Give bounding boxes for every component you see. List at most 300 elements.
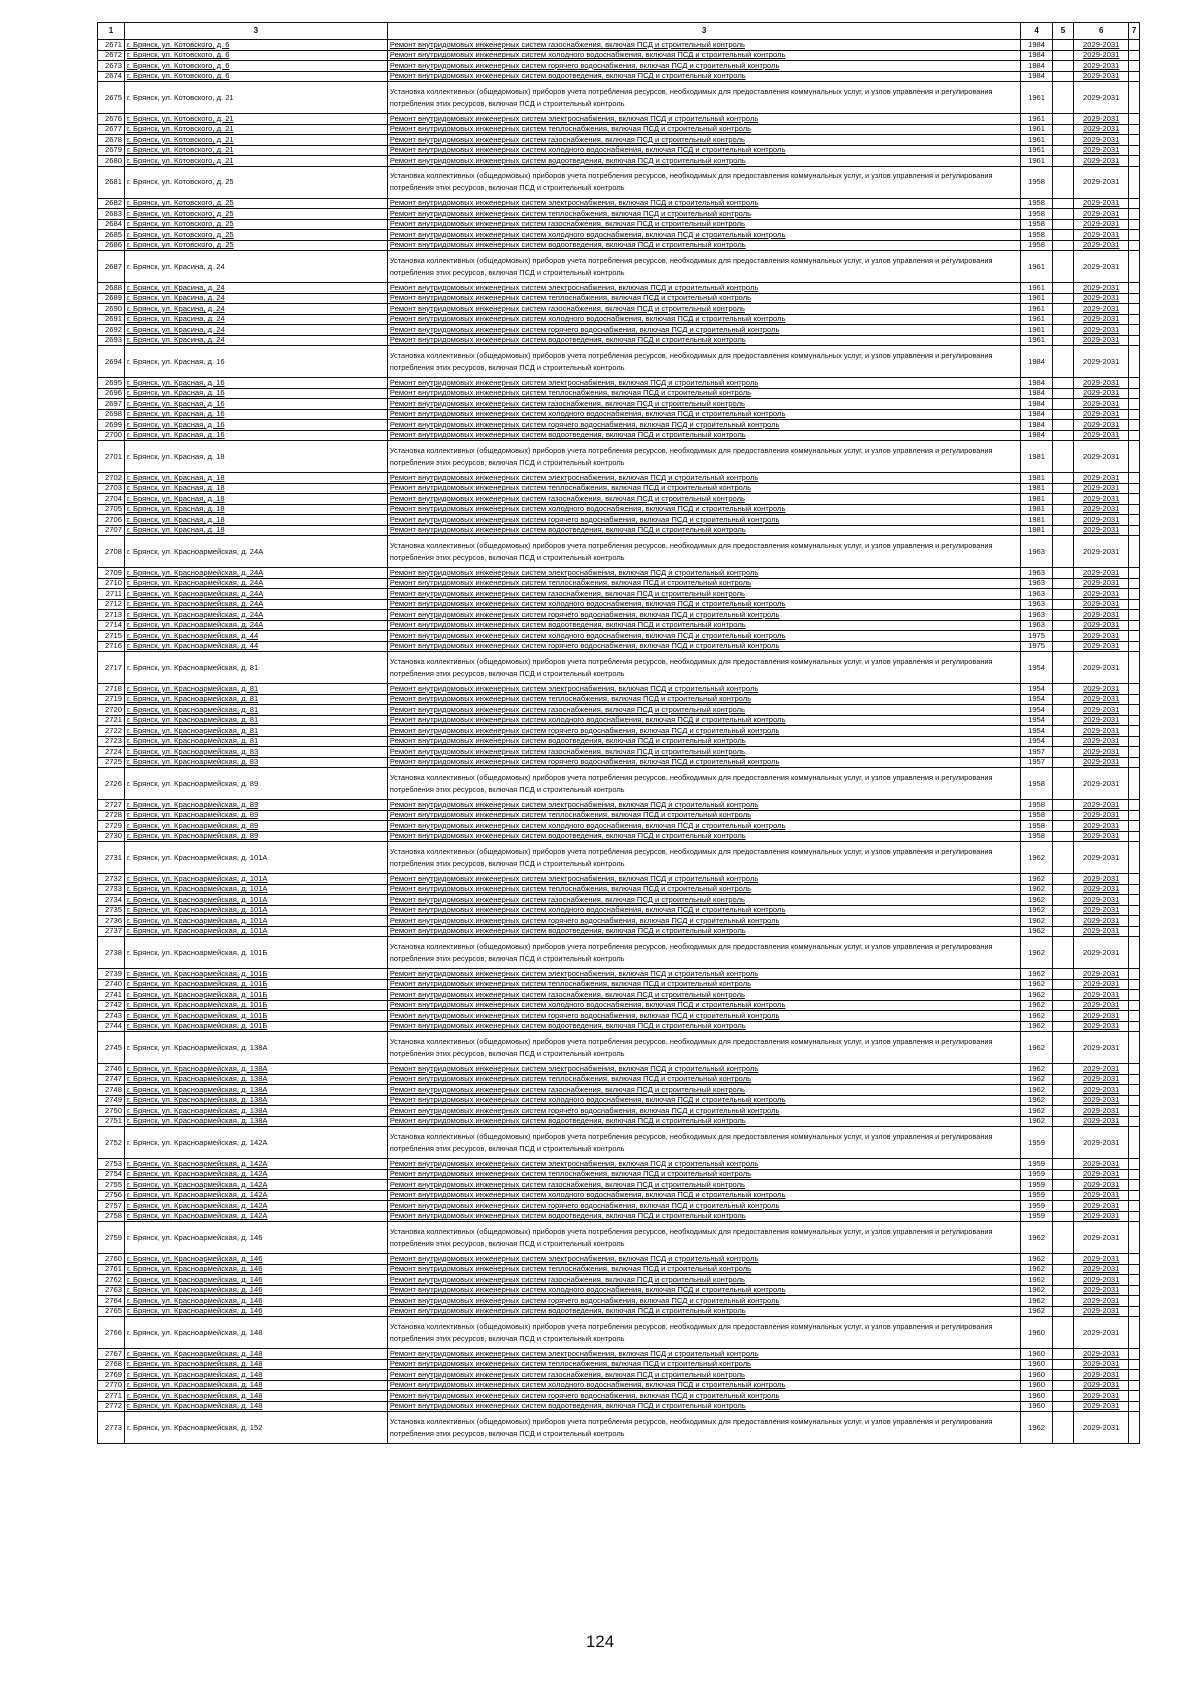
work-type-cell: Ремонт внутридомовых инженерных систем теплоснабжения, включая ПСД и строительный контроль [387, 124, 1021, 135]
col7-cell [1129, 1254, 1140, 1265]
row-number: 2741 [98, 990, 125, 1001]
header-col-year: 4 [1021, 23, 1052, 40]
period-cell: 2029-2031 [1074, 1064, 1129, 1075]
col7-cell [1129, 874, 1140, 885]
row-number: 2687 [98, 251, 125, 283]
work-type-cell: Ремонт внутридомовых инженерных систем водоотведения, включая ПСД и строительный контроль [387, 240, 1021, 251]
period-cell: 2029-2031 [1074, 1391, 1129, 1402]
col5-cell [1052, 726, 1074, 737]
work-type-cell: Ремонт внутридомовых инженерных систем холодного водоснабжения, включая ПСД и строительный контроль [387, 631, 1021, 642]
row-number: 2764 [98, 1296, 125, 1307]
work-type-cell: Установка коллективных (общедомовых) приборов учета потребления ресурсов, необходимых для предоставления коммунальных услуг, и узлов управления и регулирования потребления этих ресурсов, включая ПСД и строительный контроль [387, 346, 1021, 378]
build-year-cell: 1962 [1021, 1306, 1052, 1317]
build-year-cell: 1959 [1021, 1201, 1052, 1212]
table-row [98, 1180, 1140, 1191]
col5-cell [1052, 166, 1074, 198]
address-cell: г. Брянск, ул. Котовского, д. 6 [124, 61, 387, 72]
period-cell: 2029-2031 [1074, 1306, 1129, 1317]
address-cell: г. Брянск, ул. Красноармейская, д. 101Б [124, 969, 387, 980]
table-row [98, 441, 1140, 473]
table-row [98, 1159, 1140, 1170]
build-year-cell: 1962 [1021, 884, 1052, 895]
col7-cell [1129, 1370, 1140, 1381]
row-number: 2693 [98, 335, 125, 346]
col5-cell [1052, 705, 1074, 716]
address-cell: г. Брянск, ул. Красноармейская, д. 142А [124, 1201, 387, 1212]
table-row [98, 430, 1140, 441]
col7-cell [1129, 504, 1140, 515]
build-year-cell: 1958 [1021, 219, 1052, 230]
row-number: 2728 [98, 810, 125, 821]
address-cell: г. Брянск, ул. Красная, д. 16 [124, 346, 387, 378]
row-number: 2730 [98, 831, 125, 842]
period-cell: 2029-2031 [1074, 504, 1129, 515]
build-year-cell: 1963 [1021, 599, 1052, 610]
col7-cell [1129, 304, 1140, 315]
period-cell: 2029-2031 [1074, 757, 1129, 768]
row-number: 2700 [98, 430, 125, 441]
work-type-cell: Ремонт внутридомовых инженерных систем холодного водоснабжения, включая ПСД и строительный контроль [387, 504, 1021, 515]
period-cell: 2029-2031 [1074, 399, 1129, 410]
col7-cell [1129, 483, 1140, 494]
build-year-cell: 1962 [1021, 916, 1052, 927]
col5-cell [1052, 1116, 1074, 1127]
col5-cell [1052, 494, 1074, 505]
work-type-cell: Ремонт внутридомовых инженерных систем электроснабжения, включая ПСД и строительный контроль [387, 1064, 1021, 1075]
period-cell: 2029-2031 [1074, 50, 1129, 61]
col7-cell [1129, 937, 1140, 969]
build-year-cell: 1981 [1021, 441, 1052, 473]
address-cell: г. Брянск, ул. Красноармейская, д. 142А [124, 1127, 387, 1159]
address-cell: г. Брянск, ул. Котовского, д. 25 [124, 240, 387, 251]
col7-cell [1129, 1306, 1140, 1317]
row-number: 2732 [98, 874, 125, 885]
table-row [98, 283, 1140, 294]
table-row [98, 325, 1140, 336]
build-year-cell: 1954 [1021, 726, 1052, 737]
table-row [98, 1349, 1140, 1360]
build-year-cell: 1963 [1021, 568, 1052, 579]
col5-cell [1052, 1412, 1074, 1444]
period-cell: 2029-2031 [1074, 589, 1129, 600]
col5-cell [1052, 135, 1074, 146]
col5-cell [1052, 325, 1074, 336]
build-year-cell: 1954 [1021, 715, 1052, 726]
col5-cell [1052, 1180, 1074, 1191]
header-col-1: 1 [98, 23, 125, 40]
work-type-cell: Ремонт внутридомовых инженерных систем газоснабжения, включая ПСД и строительный контроль [387, 399, 1021, 410]
row-number: 2713 [98, 610, 125, 621]
row-number: 2692 [98, 325, 125, 336]
period-cell: 2029-2031 [1074, 293, 1129, 304]
col5-cell [1052, 430, 1074, 441]
address-cell: г. Брянск, ул. Красноармейская, д. 146 [124, 1222, 387, 1254]
table-row [98, 1106, 1140, 1117]
period-cell: 2029-2031 [1074, 1412, 1129, 1444]
address-cell: г. Брянск, ул. Красноармейская, д. 101Б [124, 979, 387, 990]
row-number: 2756 [98, 1190, 125, 1201]
period-cell: 2029-2031 [1074, 1275, 1129, 1286]
table-row [98, 842, 1140, 874]
address-cell: г. Брянск, ул. Красноармейская, д. 101А [124, 874, 387, 885]
period-cell: 2029-2031 [1074, 1127, 1129, 1159]
col5-cell [1052, 1032, 1074, 1064]
build-year-cell: 1961 [1021, 304, 1052, 315]
col7-cell [1129, 694, 1140, 705]
address-cell: г. Брянск, ул. Котовского, д. 25 [124, 166, 387, 198]
col7-cell [1129, 1000, 1140, 1011]
header-row [98, 23, 1140, 40]
build-year-cell: 1961 [1021, 114, 1052, 125]
period-cell: 2029-2031 [1074, 145, 1129, 156]
address-cell: г. Брянск, ул. Красноармейская, д. 101А [124, 926, 387, 937]
address-cell: г. Брянск, ул. Красина, д. 24 [124, 283, 387, 294]
table-row [98, 979, 1140, 990]
col5-cell [1052, 1095, 1074, 1106]
build-year-cell: 1962 [1021, 905, 1052, 916]
period-cell: 2029-2031 [1074, 240, 1129, 251]
address-cell: г. Брянск, ул. Красноармейская, д. 44 [124, 631, 387, 642]
col7-cell [1129, 1116, 1140, 1127]
work-type-cell: Ремонт внутридомовых инженерных систем холодного водоснабжения, включая ПСД и строительный контроль [387, 821, 1021, 832]
address-cell: г. Брянск, ул. Красина, д. 24 [124, 251, 387, 283]
header-col-address: 3 [124, 23, 387, 40]
row-number: 2674 [98, 71, 125, 82]
address-cell: г. Брянск, ул. Красноармейская, д. 101А [124, 842, 387, 874]
period-cell: 2029-2031 [1074, 441, 1129, 473]
period-cell: 2029-2031 [1074, 135, 1129, 146]
col7-cell [1129, 325, 1140, 336]
build-year-cell: 1962 [1021, 1296, 1052, 1307]
address-cell: г. Брянск, ул. Красноармейская, д. 142А [124, 1180, 387, 1191]
work-type-cell: Установка коллективных (общедомовых) приборов учета потребления ресурсов, необходимых для предоставления коммунальных услуг, и узлов управления и регулирования потребления этих ресурсов, включая ПСД и строительный контроль [387, 441, 1021, 473]
work-type-cell: Ремонт внутридомовых инженерных систем горячего водоснабжения, включая ПСД и строительный контроль [387, 641, 1021, 652]
header-col-5: 5 [1052, 23, 1074, 40]
period-cell: 2029-2031 [1074, 1285, 1129, 1296]
period-cell: 2029-2031 [1074, 166, 1129, 198]
work-type-cell: Ремонт внутридомовых инженерных систем горячего водоснабжения, включая ПСД и строительный контроль [387, 726, 1021, 737]
col7-cell [1129, 430, 1140, 441]
table-row [98, 293, 1140, 304]
period-cell: 2029-2031 [1074, 114, 1129, 125]
row-number: 2682 [98, 198, 125, 209]
period-cell: 2029-2031 [1074, 969, 1129, 980]
col5-cell [1052, 1264, 1074, 1275]
col7-cell [1129, 346, 1140, 378]
address-cell: г. Брянск, ул. Красноармейская, д. 101Б [124, 1000, 387, 1011]
address-cell: г. Брянск, ул. Красноармейская, д. 138А [124, 1095, 387, 1106]
build-year-cell: 1959 [1021, 1127, 1052, 1159]
col5-cell [1052, 821, 1074, 832]
col7-cell [1129, 926, 1140, 937]
table-row [98, 71, 1140, 82]
register-sheet [97, 22, 1140, 1444]
work-type-cell: Ремонт внутридомовых инженерных систем газоснабжения, включая ПСД и строительный контроль [387, 304, 1021, 315]
work-type-cell: Ремонт внутридомовых инженерных систем горячего водоснабжения, включая ПСД и строительный контроль [387, 61, 1021, 72]
address-cell: г. Брянск, ул. Красина, д. 24 [124, 325, 387, 336]
row-number: 2727 [98, 800, 125, 811]
build-year-cell: 1963 [1021, 620, 1052, 631]
period-cell: 2029-2031 [1074, 895, 1129, 906]
table-row [98, 1359, 1140, 1370]
row-number: 2734 [98, 895, 125, 906]
build-year-cell: 1958 [1021, 230, 1052, 241]
table-row [98, 1074, 1140, 1085]
row-number: 2725 [98, 757, 125, 768]
build-year-cell: 1962 [1021, 895, 1052, 906]
col5-cell [1052, 937, 1074, 969]
col7-cell [1129, 1180, 1140, 1191]
work-type-cell: Ремонт внутридомовых инженерных систем холодного водоснабжения, включая ПСД и строительный контроль [387, 230, 1021, 241]
period-cell: 2029-2031 [1074, 1254, 1129, 1265]
row-number: 2703 [98, 483, 125, 494]
period-cell: 2029-2031 [1074, 631, 1129, 642]
work-type-cell: Ремонт внутридомовых инженерных систем электроснабжения, включая ПСД и строительный контроль [387, 1159, 1021, 1170]
address-cell: г. Брянск, ул. Котовского, д. 21 [124, 124, 387, 135]
col5-cell [1052, 50, 1074, 61]
row-number: 2743 [98, 1011, 125, 1022]
address-cell: г. Брянск, ул. Красноармейская, д. 148 [124, 1391, 387, 1402]
col7-cell [1129, 1095, 1140, 1106]
col7-cell [1129, 230, 1140, 241]
build-year-cell: 1960 [1021, 1401, 1052, 1412]
table-row [98, 905, 1140, 916]
period-cell: 2029-2031 [1074, 71, 1129, 82]
build-year-cell: 1962 [1021, 937, 1052, 969]
build-year-cell: 1961 [1021, 82, 1052, 114]
address-cell: г. Брянск, ул. Красноармейская, д. 83 [124, 747, 387, 758]
row-number: 2707 [98, 525, 125, 536]
col7-cell [1129, 589, 1140, 600]
period-cell: 2029-2031 [1074, 1380, 1129, 1391]
col7-cell [1129, 1285, 1140, 1296]
col5-cell [1052, 1169, 1074, 1180]
table-row [98, 1264, 1140, 1275]
address-cell: г. Брянск, ул. Красноармейская, д. 81 [124, 652, 387, 684]
address-cell: г. Брянск, ул. Красноармейская, д. 152 [124, 1412, 387, 1444]
col5-cell [1052, 969, 1074, 980]
col7-cell [1129, 599, 1140, 610]
work-type-cell: Ремонт внутридомовых инженерных систем водоотведения, включая ПСД и строительный контроль [387, 525, 1021, 536]
table-row [98, 166, 1140, 198]
col5-cell [1052, 810, 1074, 821]
col7-cell [1129, 916, 1140, 927]
build-year-cell: 1962 [1021, 1000, 1052, 1011]
build-year-cell: 1957 [1021, 757, 1052, 768]
work-type-cell: Ремонт внутридомовых инженерных систем электроснабжения, включая ПСД и строительный контроль [387, 114, 1021, 125]
build-year-cell: 1959 [1021, 1190, 1052, 1201]
table-row [98, 1085, 1140, 1096]
work-type-cell: Ремонт внутридомовых инженерных систем горячего водоснабжения, включая ПСД и строительный контроль [387, 420, 1021, 431]
period-cell: 2029-2031 [1074, 568, 1129, 579]
col7-cell [1129, 420, 1140, 431]
address-cell: г. Брянск, ул. Красноармейская, д. 101А [124, 884, 387, 895]
table-row [98, 388, 1140, 399]
build-year-cell: 1961 [1021, 145, 1052, 156]
work-type-cell: Ремонт внутридомовых инженерных систем холодного водоснабжения, включая ПСД и строительный контроль [387, 145, 1021, 156]
build-year-cell: 1984 [1021, 388, 1052, 399]
col7-cell [1129, 768, 1140, 800]
address-cell: г. Брянск, ул. Красноармейская, д. 81 [124, 736, 387, 747]
build-year-cell: 1984 [1021, 420, 1052, 431]
row-number: 2715 [98, 631, 125, 642]
work-type-cell: Ремонт внутридомовых инженерных систем газоснабжения, включая ПСД и строительный контроль [387, 895, 1021, 906]
address-cell: г. Брянск, ул. Красноармейская, д. 101Б [124, 937, 387, 969]
address-cell: г. Брянск, ул. Красная, д. 18 [124, 504, 387, 515]
col7-cell [1129, 1359, 1140, 1370]
col7-cell [1129, 441, 1140, 473]
build-year-cell: 1981 [1021, 504, 1052, 515]
address-cell: г. Брянск, ул. Котовского, д. 6 [124, 71, 387, 82]
table-row [98, 304, 1140, 315]
col5-cell [1052, 990, 1074, 1001]
address-cell: г. Брянск, ул. Котовского, д. 25 [124, 209, 387, 220]
table-row [98, 1306, 1140, 1317]
period-cell: 2029-2031 [1074, 1021, 1129, 1032]
work-type-cell: Установка коллективных (общедомовых) приборов учета потребления ресурсов, необходимых для предоставления коммунальных услуг, и узлов управления и регулирования потребления этих ресурсов, включая ПСД и строительный контроль [387, 251, 1021, 283]
col5-cell [1052, 314, 1074, 325]
address-cell: г. Брянск, ул. Красная, д. 18 [124, 483, 387, 494]
col5-cell [1052, 926, 1074, 937]
period-cell: 2029-2031 [1074, 620, 1129, 631]
col7-cell [1129, 842, 1140, 874]
address-cell: г. Брянск, ул. Красноармейская, д. 148 [124, 1401, 387, 1412]
build-year-cell: 1954 [1021, 694, 1052, 705]
header-col-work: 3 [387, 23, 1021, 40]
period-cell: 2029-2031 [1074, 916, 1129, 927]
work-type-cell: Ремонт внутридомовых инженерных систем электроснабжения, включая ПСД и строительный контроль [387, 1349, 1021, 1360]
col5-cell [1052, 715, 1074, 726]
table-row [98, 821, 1140, 832]
row-number: 2739 [98, 969, 125, 980]
period-cell: 2029-2031 [1074, 874, 1129, 885]
col7-cell [1129, 409, 1140, 420]
address-cell: г. Брянск, ул. Красноармейская, д. 89 [124, 810, 387, 821]
row-number: 2671 [98, 40, 125, 51]
col7-cell [1129, 145, 1140, 156]
col7-cell [1129, 1085, 1140, 1096]
address-cell: г. Брянск, ул. Красноармейская, д. 142А [124, 1211, 387, 1222]
period-cell: 2029-2031 [1074, 1401, 1129, 1412]
work-type-cell: Ремонт внутридомовых инженерных систем электроснабжения, включая ПСД и строительный контроль [387, 473, 1021, 484]
period-cell: 2029-2031 [1074, 283, 1129, 294]
col7-cell [1129, 283, 1140, 294]
col7-cell [1129, 578, 1140, 589]
header-col-7: 7 [1129, 23, 1140, 40]
table-row [98, 620, 1140, 631]
build-year-cell: 1958 [1021, 198, 1052, 209]
build-year-cell: 1975 [1021, 631, 1052, 642]
period-cell: 2029-2031 [1074, 599, 1129, 610]
address-cell: г. Брянск, ул. Котовского, д. 6 [124, 40, 387, 51]
build-year-cell: 1981 [1021, 473, 1052, 484]
period-cell: 2029-2031 [1074, 346, 1129, 378]
work-type-cell: Ремонт внутридомовых инженерных систем газоснабжения, включая ПСД и строительный контроль [387, 990, 1021, 1001]
period-cell: 2029-2031 [1074, 705, 1129, 716]
work-type-cell: Ремонт внутридомовых инженерных систем газоснабжения, включая ПСД и строительный контроль [387, 40, 1021, 51]
col7-cell [1129, 166, 1140, 198]
col5-cell [1052, 1380, 1074, 1391]
table-row [98, 884, 1140, 895]
period-cell: 2029-2031 [1074, 726, 1129, 737]
address-cell: г. Брянск, ул. Котовского, д. 21 [124, 114, 387, 125]
col5-cell [1052, 61, 1074, 72]
period-cell: 2029-2031 [1074, 536, 1129, 568]
work-type-cell: Ремонт внутридомовых инженерных систем газоснабжения, включая ПСД и строительный контроль [387, 1085, 1021, 1096]
build-year-cell: 1962 [1021, 1032, 1052, 1064]
address-cell: г. Брянск, ул. Красноармейская, д. 138А [124, 1074, 387, 1085]
build-year-cell: 1962 [1021, 1264, 1052, 1275]
col5-cell [1052, 1275, 1074, 1286]
address-cell: г. Брянск, ул. Красноармейская, д. 148 [124, 1317, 387, 1349]
col7-cell [1129, 726, 1140, 737]
col5-cell [1052, 1021, 1074, 1032]
period-cell: 2029-2031 [1074, 515, 1129, 526]
col7-cell [1129, 821, 1140, 832]
period-cell: 2029-2031 [1074, 409, 1129, 420]
table-row [98, 1222, 1140, 1254]
build-year-cell: 1981 [1021, 483, 1052, 494]
build-year-cell: 1961 [1021, 325, 1052, 336]
row-number: 2760 [98, 1254, 125, 1265]
row-number: 2770 [98, 1380, 125, 1391]
col5-cell [1052, 694, 1074, 705]
table-row [98, 346, 1140, 378]
row-number: 2718 [98, 684, 125, 695]
period-cell: 2029-2031 [1074, 884, 1129, 895]
work-type-cell: Ремонт внутридомовых инженерных систем теплоснабжения, включая ПСД и строительный контроль [387, 578, 1021, 589]
table-row [98, 1116, 1140, 1127]
row-number: 2738 [98, 937, 125, 969]
row-number: 2705 [98, 504, 125, 515]
page-number: 124 [585, 1632, 615, 1651]
build-year-cell: 1984 [1021, 40, 1052, 51]
period-cell: 2029-2031 [1074, 800, 1129, 811]
row-number: 2766 [98, 1317, 125, 1349]
build-year-cell: 1958 [1021, 821, 1052, 832]
col5-cell [1052, 1011, 1074, 1022]
period-cell: 2029-2031 [1074, 230, 1129, 241]
work-type-cell: Установка коллективных (общедомовых) приборов учета потребления ресурсов, необходимых для предоставления коммунальных услуг, и узлов управления и регулирования потребления этих ресурсов, включая ПСД и строительный контроль [387, 1412, 1021, 1444]
build-year-cell: 1960 [1021, 1359, 1052, 1370]
row-number: 2729 [98, 821, 125, 832]
address-cell: г. Брянск, ул. Котовского, д. 25 [124, 198, 387, 209]
period-cell: 2029-2031 [1074, 1264, 1129, 1275]
address-cell: г. Брянск, ул. Красноармейская, д. 138А [124, 1116, 387, 1127]
row-number: 2748 [98, 1085, 125, 1096]
work-type-cell: Ремонт внутридомовых инженерных систем горячего водоснабжения, включая ПСД и строительный контроль [387, 1296, 1021, 1307]
period-cell: 2029-2031 [1074, 990, 1129, 1001]
table-row [98, 399, 1140, 410]
table-row [98, 536, 1140, 568]
row-number: 2763 [98, 1285, 125, 1296]
col7-cell [1129, 388, 1140, 399]
col7-cell [1129, 71, 1140, 82]
work-type-cell: Ремонт внутридомовых инженерных систем водоотведения, включая ПСД и строительный контроль [387, 926, 1021, 937]
col7-cell [1129, 61, 1140, 72]
table-row [98, 926, 1140, 937]
row-number: 2767 [98, 1349, 125, 1360]
col5-cell [1052, 599, 1074, 610]
address-cell: г. Брянск, ул. Красноармейская, д. 142А [124, 1190, 387, 1201]
build-year-cell: 1958 [1021, 240, 1052, 251]
period-cell: 2029-2031 [1074, 831, 1129, 842]
row-number: 2749 [98, 1095, 125, 1106]
table-row [98, 420, 1140, 431]
period-cell: 2029-2031 [1074, 1116, 1129, 1127]
work-type-cell: Установка коллективных (общедомовых) приборов учета потребления ресурсов, необходимых для предоставления коммунальных услуг, и узлов управления и регулирования потребления этих ресурсов, включая ПСД и строительный контроль [387, 842, 1021, 874]
table-row [98, 504, 1140, 515]
